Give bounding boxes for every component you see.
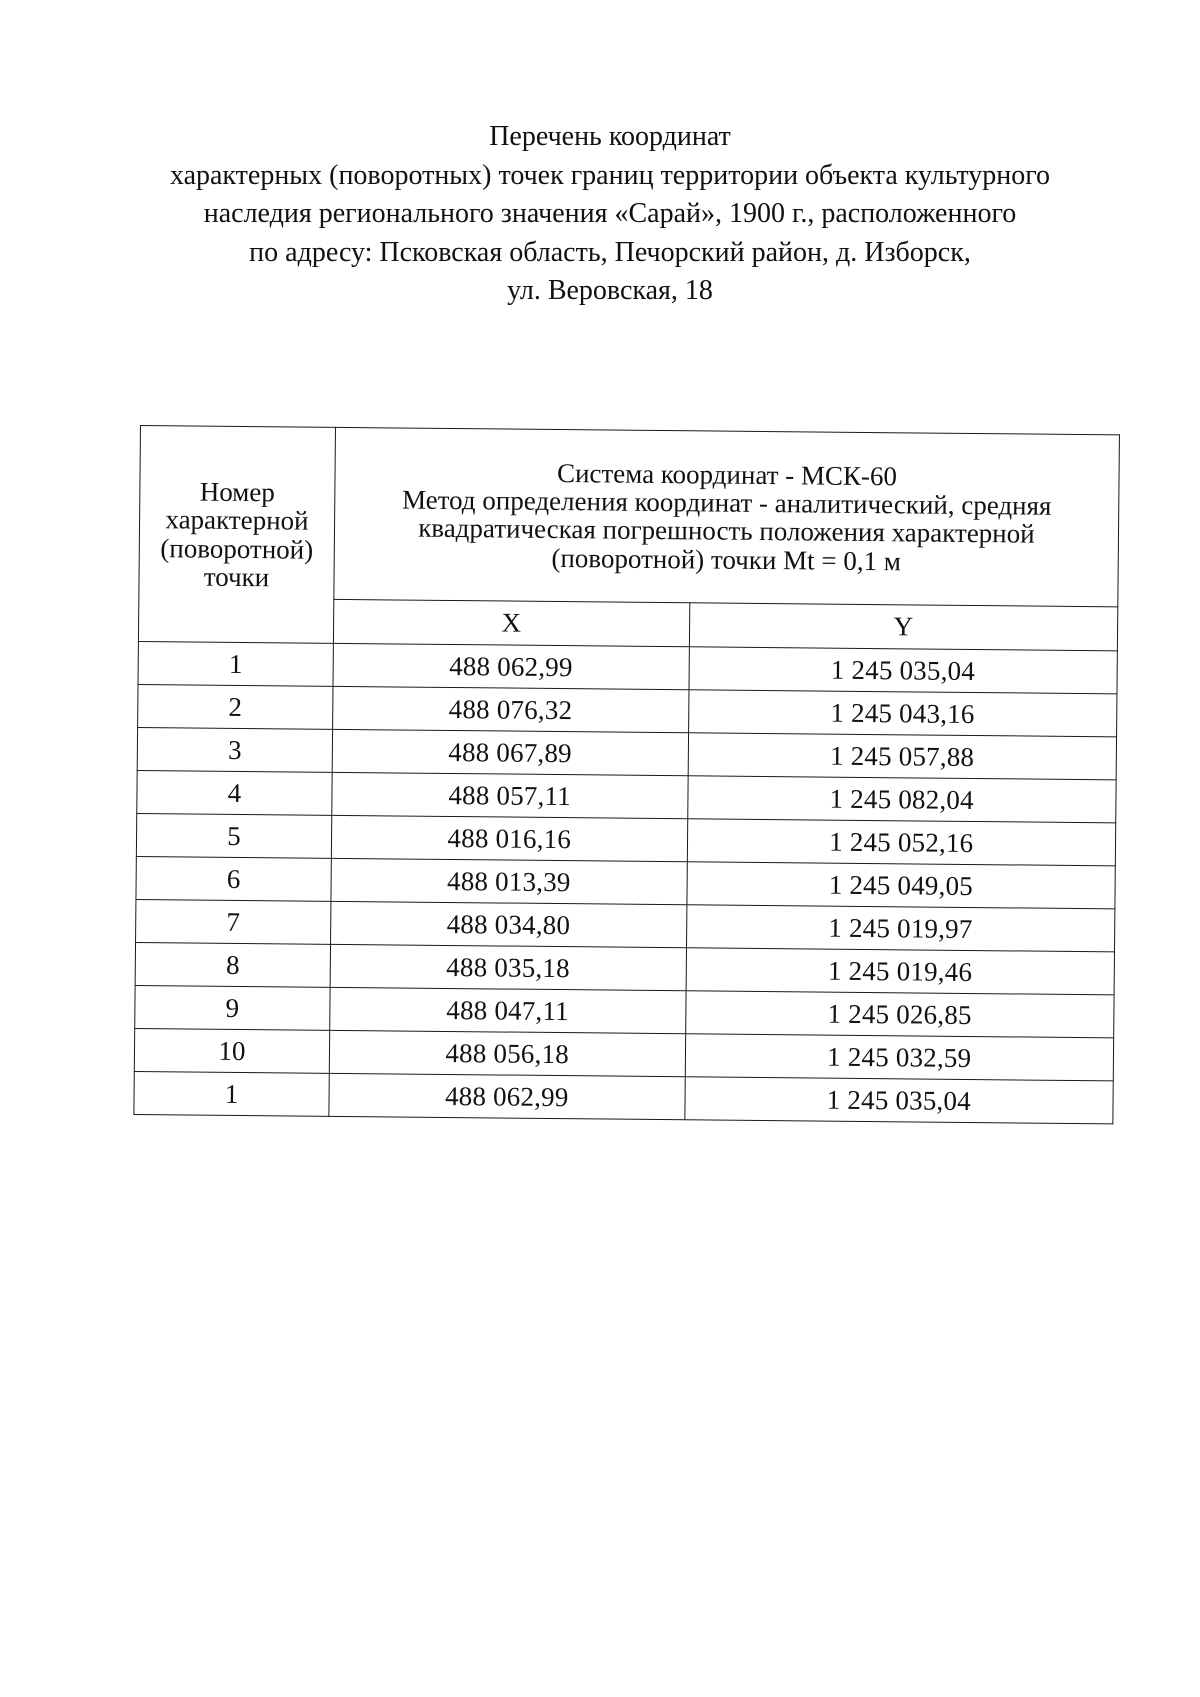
- cell-point-number: 1: [134, 1071, 329, 1116]
- cell-y: 1 245 026,85: [685, 991, 1114, 1038]
- header-point-number-line: точки: [203, 561, 270, 593]
- cell-point-number: 7: [136, 899, 331, 944]
- cell-y: 1 245 052,16: [687, 819, 1116, 866]
- cell-y: 1 245 035,04: [684, 1077, 1113, 1124]
- header-y: Y: [689, 603, 1118, 651]
- cell-point-number: 2: [138, 684, 333, 729]
- cell-point-number: 5: [136, 813, 331, 858]
- cell-x: 488 047,11: [330, 987, 686, 1033]
- cell-x: 488 062,99: [329, 1073, 685, 1119]
- cell-point-number: 9: [135, 985, 330, 1030]
- coordinates-table: [133, 425, 1120, 1124]
- cell-x: 488 067,89: [332, 729, 688, 775]
- cell-point-number: 4: [137, 770, 332, 815]
- cell-point-number: 6: [136, 856, 331, 901]
- header-row: [139, 426, 1120, 607]
- header-x: X: [333, 599, 689, 647]
- table-row: [134, 1071, 1113, 1123]
- cell-y: 1 245 035,04: [688, 647, 1117, 694]
- title-line: наследия регионального значения «Сарай», 1900 г., расположенного: [203, 198, 1017, 229]
- header-system-line: (поворотной) точки Mt = 0,1 м: [551, 542, 902, 577]
- header-point-number: [138, 426, 335, 644]
- header-point-number-line: характерной: [165, 504, 309, 536]
- cell-y: 1 245 043,16: [688, 690, 1117, 737]
- cell-x: 488 076,32: [333, 686, 689, 732]
- cell-y: 1 245 057,88: [688, 733, 1117, 780]
- cell-x: 488 062,99: [333, 643, 689, 689]
- cell-x: 488 035,18: [330, 944, 686, 990]
- cell-point-number: 10: [134, 1028, 329, 1073]
- header-point-number-line: (поворотной): [160, 532, 314, 565]
- cell-x: 488 013,39: [331, 858, 687, 904]
- header-point-number-line: Номер: [199, 476, 275, 508]
- header-system-line: квадратическая погрешность положения характерной: [418, 513, 1035, 549]
- cell-point-number: 3: [137, 727, 332, 772]
- table-body: [134, 426, 1120, 1124]
- cell-y: 1 245 019,97: [686, 905, 1115, 952]
- title-line: Перечень координат: [489, 121, 731, 152]
- header-system-line: Метод определения координат - аналитический, средняя: [401, 484, 1052, 521]
- header-system-line: Система координат - МСК-60: [556, 457, 898, 491]
- cell-point-number: 8: [135, 942, 330, 987]
- title-line: по адресу: Псковская область, Печорский район, д. Изборск,: [249, 236, 971, 268]
- cell-y: 1 245 019,46: [686, 948, 1115, 995]
- cell-point-number: 1: [138, 641, 333, 686]
- cell-y: 1 245 049,05: [686, 862, 1115, 909]
- header-coordinate-system: [334, 427, 1120, 606]
- title-line: характерных (поворотных) точек границ территории объекта культурного: [169, 159, 1051, 191]
- document-title: [150, 118, 1070, 311]
- cell-x: 488 056,18: [329, 1030, 685, 1076]
- cell-y: 1 245 082,04: [687, 776, 1116, 823]
- cell-x: 488 034,80: [330, 901, 686, 947]
- cell-x: 488 016,16: [331, 815, 687, 861]
- cell-y: 1 245 032,59: [685, 1034, 1114, 1081]
- cell-x: 488 057,11: [332, 772, 688, 818]
- title-line: ул. Веровская, 18: [507, 275, 713, 306]
